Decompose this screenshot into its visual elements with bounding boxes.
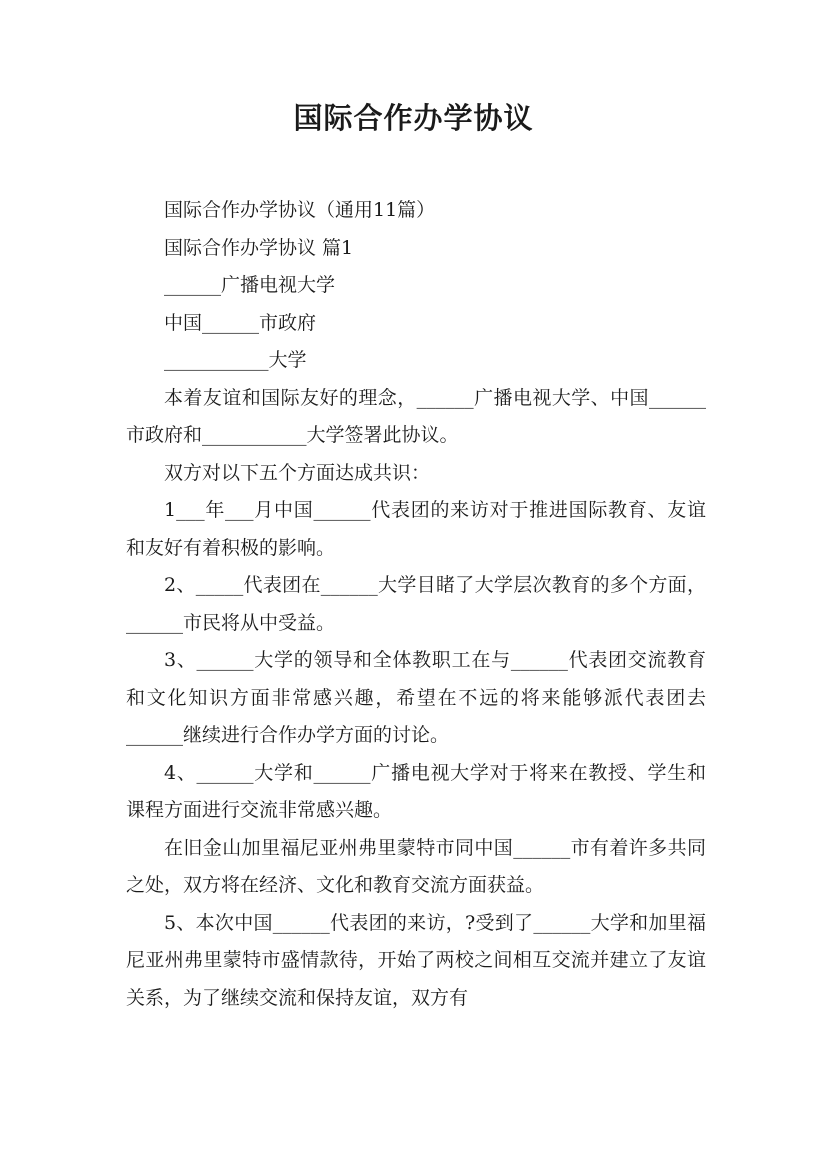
document-title: 国际合作办学协议 — [293, 101, 534, 135]
paragraph-item-3: 3、______大学的领导和全体教职工在与______代表团交流教育和文化知识方面非常感兴趣，希望在不远的将来能够派代表团去______继续进行合作办学方面的讨论。 — [126, 649, 706, 746]
paragraph-party-government: 中国______市政府 — [164, 311, 317, 334]
paragraph-item-4: 4、______大学和______广播电视大学对于将来在教授、学生和课程方面进行交流非常感兴趣。 — [126, 761, 706, 821]
paragraph-item-5: 5、本次中国______代表团的来访，?受到了______大学和加里福尼亚州弗里蒙特市盛情款待，开始了两校之间相互交流并建立了友谊关系，为了继续交流和保持友谊，双方有 — [126, 911, 706, 1009]
paragraph-heading: 国际合作办学协议（通用11篇） — [164, 199, 436, 221]
paragraph-item-2: 2、_____代表团在______大学目睹了大学层次教育的多个方面，______市民将从中受益。 — [126, 574, 706, 634]
paragraph-consensus-intro: 双方对以下五个方面达成共识： — [164, 461, 431, 484]
paragraph-preamble: 本着友谊和国际友好的理念，______广播电视大学、中国______市政府和___________大学签署此协议。 — [126, 386, 706, 446]
document-body — [126, 192, 706, 1017]
paragraph-party-college: ___________大学 — [164, 349, 307, 371]
paragraph-item-1: 1___年___月中国______代表团的来访对于推进国际教育、友谊和友好有着积极的影响。 — [126, 499, 706, 559]
paragraph-section-title: 国际合作办学协议 篇1 — [164, 236, 354, 259]
paragraph-common-ground: 在旧金山加里福尼亚州弗里蒙特市同中国______市有着许多共同之处，双方将在经济、文化和教育交流方面获益。 — [126, 836, 706, 896]
paragraph-party-university: ______广播电视大学 — [164, 274, 336, 296]
